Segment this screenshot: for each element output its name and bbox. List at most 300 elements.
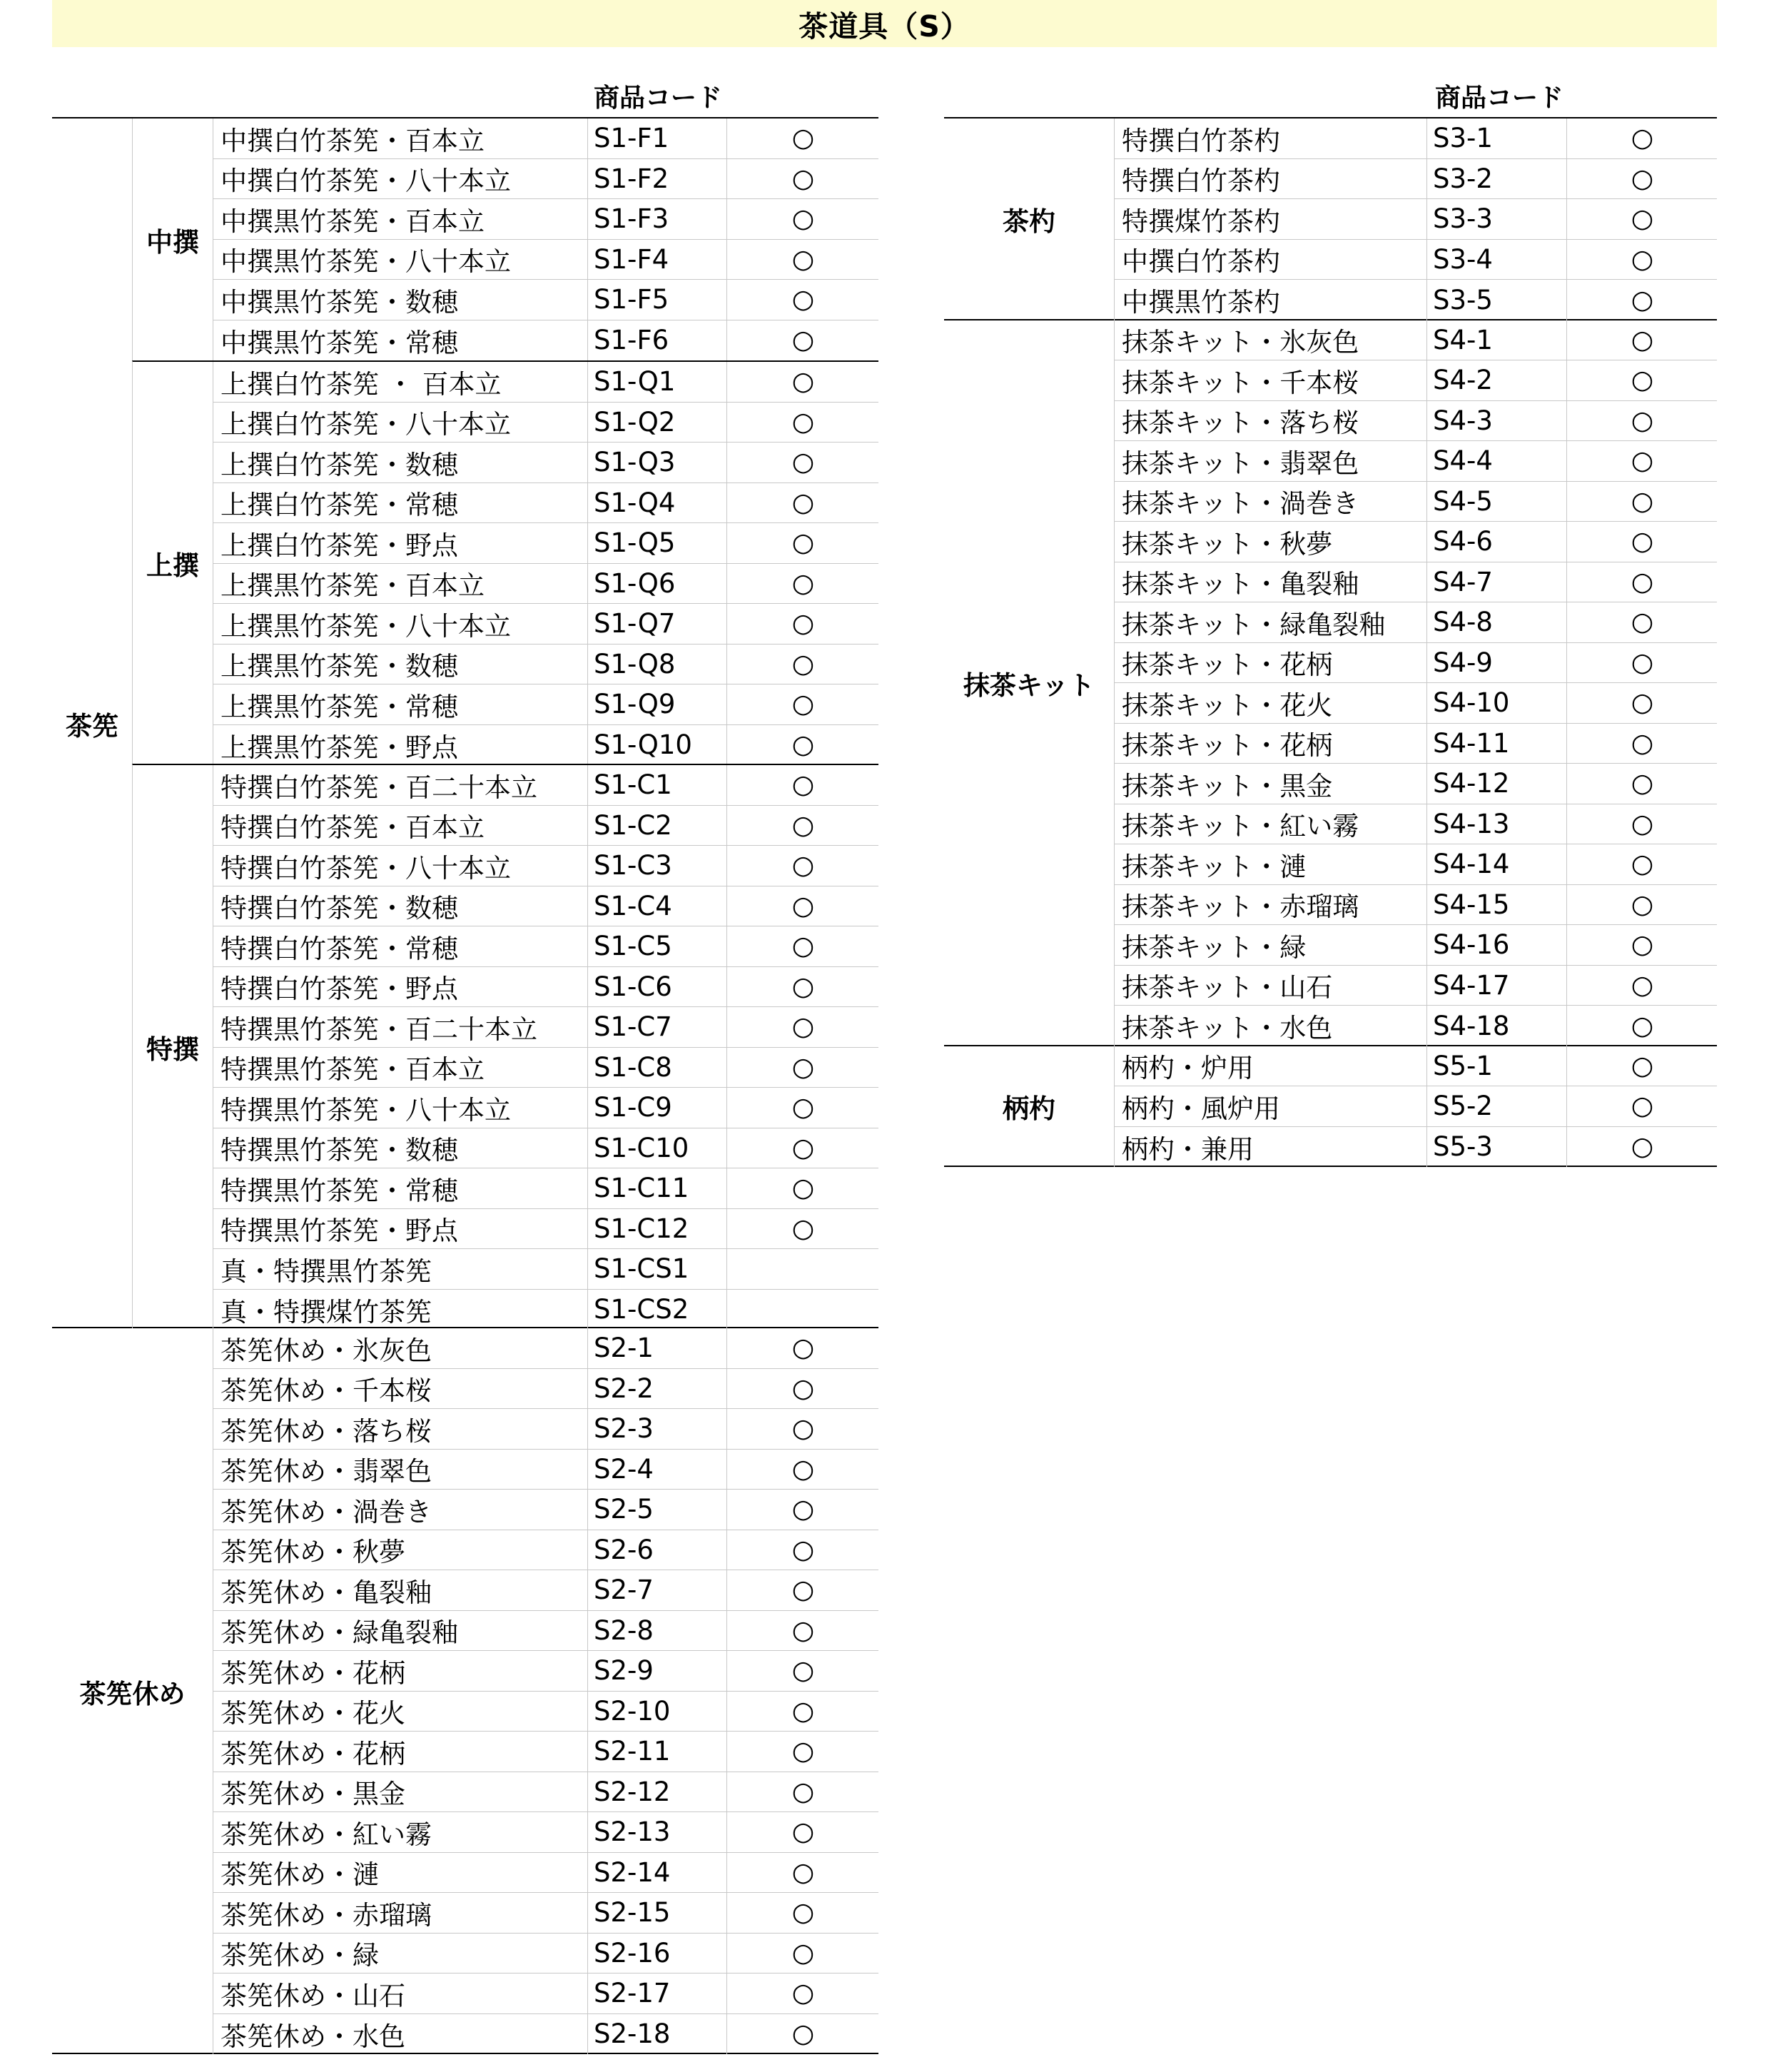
product-code: S1-Q9 [587, 684, 726, 724]
table-row [213, 645, 878, 685]
availability-mark: ○ [726, 1168, 879, 1208]
product-code: S4-10 [1426, 683, 1566, 723]
product-code: S2-1 [587, 1328, 726, 1368]
availability-mark: ○ [1566, 562, 1718, 602]
availability-mark: ○ [1566, 441, 1718, 481]
product-code: S4-8 [1426, 602, 1566, 642]
product-name: 茶筅休め・赤瑠璃 [221, 1899, 432, 1931]
availability-mark: ○ [1566, 643, 1718, 683]
table-row [213, 1812, 878, 1853]
product-code: S3-2 [1426, 159, 1566, 199]
product-code: S4-3 [1426, 401, 1566, 441]
product-code: S1-Q8 [587, 645, 726, 684]
product-name: 柄杓・兼用 [1122, 1133, 1254, 1165]
product-name: 茶筅休め・花柄 [221, 1657, 405, 1689]
product-name: 茶筅休め・秋夢 [221, 1537, 405, 1568]
table-row [213, 604, 878, 645]
product-name: 特撰白竹茶筅・百二十本立 [221, 772, 537, 803]
availability-mark: ○ [726, 1611, 879, 1651]
product-code: S1-F6 [587, 320, 726, 361]
availability-mark: ○ [726, 1048, 879, 1088]
product-code: S2-13 [587, 1812, 726, 1852]
availability-mark: ○ [1566, 804, 1718, 844]
product-name: 上撰黒竹茶筅・数穂 [221, 651, 458, 682]
table-row [213, 280, 878, 320]
table-row [213, 1974, 878, 2014]
table-row [213, 886, 878, 927]
availability-mark: ○ [726, 240, 879, 280]
product-name: 抹茶キット・花柄 [1122, 730, 1333, 762]
product-name: 特撰白竹茶杓 [1122, 125, 1280, 156]
product-name: 茶筅休め・漣 [221, 1859, 379, 1891]
table-row [1114, 1046, 1717, 1087]
table-row [213, 523, 878, 564]
product-code: S1-Q6 [587, 564, 726, 604]
product-code: S1-C12 [587, 1209, 726, 1249]
product-name: 抹茶キット・氷灰色 [1122, 327, 1359, 358]
product-code: S1-F3 [587, 199, 726, 239]
product-name: 上撰白竹茶筅・常穂 [221, 490, 458, 521]
product-code: S1-F5 [587, 280, 726, 320]
product-code: S1-CS2 [587, 1290, 726, 1330]
table-row [213, 1168, 878, 1209]
product-name: 茶筅休め・山石 [221, 1980, 405, 2011]
code-column-header [944, 80, 1717, 118]
product-name: 抹茶キット・緑 [1122, 931, 1307, 963]
product-code: S4-12 [1426, 764, 1566, 804]
product-name: 上撰白竹茶筅 ・ 百本立 [221, 368, 502, 400]
product-code: S4-16 [1426, 925, 1566, 965]
availability-mark: ○ [726, 1812, 879, 1852]
availability-mark: ○ [726, 159, 879, 199]
table-row [213, 159, 878, 200]
table-row [213, 443, 878, 483]
table-row [213, 1732, 878, 1772]
availability-mark: ○ [726, 1007, 879, 1047]
product-code: S1-Q1 [587, 362, 726, 402]
table-row [1114, 844, 1717, 885]
product-name: 抹茶キット・渦巻き [1122, 488, 1359, 520]
table-row [1114, 199, 1717, 240]
table-row [213, 765, 878, 806]
product-code: S1-Q3 [587, 443, 726, 482]
availability-mark: ○ [726, 1088, 879, 1128]
availability-mark: ○ [1566, 683, 1718, 723]
table-row [213, 1088, 878, 1128]
availability-mark: ○ [1566, 159, 1718, 199]
product-name: 特撰白竹茶筅・八十本立 [221, 852, 511, 884]
product-name: 特撰白竹茶筅・百本立 [221, 812, 485, 844]
product-name: 茶筅休め・紅い霧 [221, 1819, 432, 1850]
table-row [213, 967, 878, 1008]
product-name: 抹茶キット・翡翠色 [1122, 448, 1359, 479]
product-name: 中撰白竹茶筅・百本立 [221, 125, 485, 156]
availability-mark: ○ [726, 725, 879, 766]
page-title: 茶道具（S） [799, 9, 970, 44]
rows [213, 118, 878, 360]
title-bar [52, 0, 1717, 47]
product-name: 抹茶キット・水色 [1122, 1013, 1333, 1044]
product-code: S1-C8 [587, 1048, 726, 1088]
table-row [1114, 643, 1717, 684]
table-row [1114, 159, 1717, 200]
product-code: S1-C4 [587, 886, 726, 926]
left-table [52, 80, 878, 2054]
product-code: S2-11 [587, 1732, 726, 1772]
product-code: S4-9 [1426, 643, 1566, 683]
availability-mark: ○ [1566, 1127, 1718, 1168]
availability-mark: ○ [726, 483, 879, 523]
table-row [213, 483, 878, 524]
table-row [213, 1249, 878, 1290]
availability-mark: ○ [726, 1450, 879, 1490]
product-name: 茶筅休め・氷灰色 [221, 1335, 432, 1366]
category-label: 抹茶キット [963, 670, 1095, 701]
rows [213, 765, 878, 1330]
product-code: S5-1 [1426, 1046, 1566, 1086]
product-code: S1-C11 [587, 1168, 726, 1208]
category-label: 茶筅休め [79, 1678, 186, 1709]
product-name: 真・特撰黒竹茶筅 [221, 1255, 432, 1287]
product-code: S4-14 [1426, 844, 1566, 884]
availability-mark: ○ [726, 1853, 879, 1893]
product-name: 特撰煤竹茶杓 [1122, 206, 1280, 237]
table-row [213, 362, 878, 403]
product-code: S4-17 [1426, 966, 1566, 1006]
table-row [213, 1290, 878, 1330]
category-label: 茶筅 [66, 710, 118, 742]
product-code: S4-15 [1426, 885, 1566, 925]
product-code: S1-Q10 [587, 725, 726, 766]
product-name: 抹茶キット・緑亀裂釉 [1122, 609, 1386, 640]
table-row [213, 1692, 878, 1732]
table-row [1114, 401, 1717, 442]
table-row [213, 846, 878, 886]
product-name: 抹茶キット・山石 [1122, 972, 1333, 1004]
availability-mark: ○ [1566, 844, 1718, 884]
product-code: S2-7 [587, 1570, 726, 1610]
table-row [213, 2014, 878, 2055]
availability-mark: ○ [1566, 199, 1718, 239]
rows [213, 362, 878, 765]
product-code: S5-3 [1426, 1127, 1566, 1168]
table-row [1114, 683, 1717, 724]
product-name: 中撰黒竹茶筅・数穂 [221, 286, 458, 318]
subcategory-label: 特撰 [146, 1034, 199, 1065]
table-row [213, 564, 878, 605]
product-name: 特撰白竹茶杓 [1122, 166, 1280, 197]
availability-mark: ○ [726, 403, 879, 443]
product-name: 抹茶キット・漣 [1122, 851, 1307, 882]
availability-mark: ○ [1566, 925, 1718, 965]
product-name: 上撰黒竹茶筅・八十本立 [221, 610, 511, 642]
table-row [213, 118, 878, 159]
product-code: S4-11 [1426, 724, 1566, 764]
availability-mark: ○ [1566, 401, 1718, 441]
availability-mark: ○ [1566, 482, 1718, 522]
category-group [944, 320, 1717, 1046]
product-code: S2-15 [587, 1893, 726, 1933]
availability-mark: ○ [1566, 1046, 1718, 1086]
availability-mark: ○ [726, 765, 879, 805]
subcategory-label: 上撰 [146, 550, 199, 581]
availability-mark: ○ [1566, 240, 1718, 280]
subcategory-group [132, 118, 878, 360]
product-code: S1-F2 [587, 159, 726, 199]
table-row [1114, 925, 1717, 966]
product-code: S4-1 [1426, 320, 1566, 360]
table-row [213, 1893, 878, 1934]
product-code: S4-4 [1426, 441, 1566, 481]
category-group [52, 1328, 878, 2054]
table-row [213, 1328, 878, 1369]
product-code: S1-C5 [587, 926, 726, 966]
availability-mark: ○ [726, 1934, 879, 1974]
availability-mark: ○ [1566, 966, 1718, 1006]
table-row [213, 1611, 878, 1652]
table-row [213, 320, 878, 361]
product-name: 抹茶キット・花火 [1122, 689, 1333, 721]
category-label: 茶杓 [1003, 206, 1055, 238]
product-name: 抹茶キット・落ち桜 [1122, 408, 1359, 439]
availability-mark: ○ [1566, 118, 1718, 158]
table-row [1114, 1127, 1717, 1168]
table-row [213, 1209, 878, 1250]
product-name: 茶筅休め・渦巻き [221, 1496, 432, 1527]
availability-mark: ○ [1566, 764, 1718, 804]
product-code: S1-CS1 [587, 1249, 726, 1289]
table-row [213, 1409, 878, 1450]
availability-mark: ○ [726, 1974, 879, 2013]
product-name: 特撰黒竹茶筅・常穂 [221, 1175, 458, 1206]
availability-mark: ○ [726, 199, 879, 239]
product-code: S4-2 [1426, 360, 1566, 400]
table-row [1114, 482, 1717, 522]
product-name: 柄杓・炉用 [1122, 1053, 1254, 1084]
product-name: 特撰黒竹茶筅・八十本立 [221, 1094, 511, 1126]
availability-mark: ○ [726, 1651, 879, 1691]
product-code: S1-C6 [587, 967, 726, 1007]
availability-mark [726, 1249, 879, 1289]
availability-mark: ○ [726, 280, 879, 320]
product-name: 真・特撰煤竹茶筅 [221, 1296, 432, 1328]
code-header-label: 商品コード [594, 84, 723, 113]
product-code: S2-14 [587, 1853, 726, 1893]
category-group [52, 118, 878, 1328]
product-name: 茶筅休め・水色 [221, 2021, 405, 2052]
product-code: S3-3 [1426, 199, 1566, 239]
subcategory-group [132, 360, 878, 764]
table-row [213, 684, 878, 725]
product-name: 中撰黒竹茶杓 [1122, 287, 1280, 318]
product-name: 抹茶キット・紅い霧 [1122, 811, 1359, 842]
table-row [1114, 320, 1717, 361]
table-row [213, 199, 878, 240]
product-name: 特撰白竹茶筅・数穂 [221, 893, 458, 924]
table-row [213, 1570, 878, 1611]
product-code: S2-8 [587, 1611, 726, 1651]
availability-mark: ○ [1566, 1006, 1718, 1046]
availability-mark: ○ [726, 604, 879, 644]
availability-mark: ○ [726, 1570, 879, 1610]
product-code: S2-3 [587, 1409, 726, 1449]
subcategory-label: 中撰 [146, 226, 199, 258]
product-name: 茶筅休め・花柄 [221, 1738, 405, 1769]
product-name: 上撰白竹茶筅・数穂 [221, 449, 458, 480]
table-row [1114, 360, 1717, 401]
product-name: 特撰白竹茶筅・野点 [221, 974, 458, 1005]
product-code: S1-C2 [587, 806, 726, 846]
category-label: 柄杓 [1003, 1093, 1055, 1125]
table-row [213, 1934, 878, 1974]
product-name: 上撰白竹茶筅・野点 [221, 530, 458, 561]
product-code: S2-12 [587, 1772, 726, 1812]
product-code: S1-C9 [587, 1088, 726, 1128]
availability-mark [726, 1290, 879, 1330]
table-row [213, 725, 878, 766]
table-row [1114, 522, 1717, 562]
table-row [1114, 240, 1717, 281]
availability-mark: ○ [726, 1328, 879, 1368]
product-code: S1-F4 [587, 240, 726, 280]
category-group [944, 118, 1717, 320]
availability-mark: ○ [1566, 602, 1718, 642]
product-code: S1-Q5 [587, 523, 726, 563]
table-row [1114, 764, 1717, 804]
availability-mark: ○ [726, 523, 879, 563]
product-code: S1-C7 [587, 1007, 726, 1047]
availability-mark: ○ [726, 1369, 879, 1409]
availability-mark: ○ [726, 1490, 879, 1530]
product-name: 特撰黒竹茶筅・百二十本立 [221, 1014, 537, 1045]
product-name: 茶筅休め・翡翠色 [221, 1456, 432, 1487]
product-name: 特撰白竹茶筅・常穂 [221, 933, 458, 964]
product-name: 特撰黒竹茶筅・数穂 [221, 1135, 458, 1166]
table-row [213, 1490, 878, 1530]
product-code: S4-18 [1426, 1006, 1566, 1046]
availability-mark: ○ [726, 320, 879, 361]
product-code: S1-Q4 [587, 483, 726, 523]
availability-mark: ○ [1566, 280, 1718, 320]
rows [1114, 320, 1717, 1046]
product-name: 上撰黒竹茶筅・野点 [221, 732, 458, 763]
table-row [1114, 441, 1717, 482]
product-code: S3-4 [1426, 240, 1566, 280]
availability-mark: ○ [726, 564, 879, 604]
product-code: S2-10 [587, 1692, 726, 1732]
table-row [1114, 724, 1717, 764]
product-code: S2-16 [587, 1934, 726, 1974]
product-name: 特撰黒竹茶筅・百本立 [221, 1054, 485, 1086]
availability-mark: ○ [726, 926, 879, 966]
product-code: S1-F1 [587, 118, 726, 158]
product-code: S4-5 [1426, 482, 1566, 522]
table-row [213, 1007, 878, 1048]
availability-mark: ○ [726, 2014, 879, 2055]
availability-mark: ○ [726, 1530, 879, 1570]
product-code: S4-13 [1426, 804, 1566, 844]
product-name: 抹茶キット・秋夢 [1122, 528, 1333, 560]
product-code: S3-5 [1426, 280, 1566, 320]
rows [213, 1328, 878, 2054]
product-code: S2-9 [587, 1651, 726, 1691]
availability-mark: ○ [726, 1209, 879, 1249]
product-code: S1-Q7 [587, 604, 726, 644]
availability-mark: ○ [726, 684, 879, 724]
availability-mark: ○ [1566, 320, 1718, 360]
availability-mark: ○ [726, 443, 879, 482]
table-row [1114, 966, 1717, 1006]
product-code: S1-C10 [587, 1128, 726, 1168]
product-code: S3-1 [1426, 118, 1566, 158]
availability-mark: ○ [726, 1772, 879, 1812]
availability-mark: ○ [726, 1128, 879, 1168]
product-code: S4-6 [1426, 522, 1566, 562]
rows [1114, 118, 1717, 320]
product-name: 茶筅休め・緑亀裂釉 [221, 1617, 458, 1649]
table-row [213, 1369, 878, 1410]
product-name: 上撰黒竹茶筅・常穂 [221, 691, 458, 722]
product-name: 茶筅休め・千本桜 [221, 1375, 432, 1407]
product-name: 茶筅休め・黒金 [221, 1779, 405, 1810]
product-code: S1-Q2 [587, 403, 726, 443]
product-name: 茶筅休め・花火 [221, 1698, 405, 1729]
availability-mark: ○ [726, 362, 879, 402]
availability-mark: ○ [726, 806, 879, 846]
table-row [213, 1853, 878, 1894]
subcategory-group [132, 764, 878, 1328]
product-name: 特撰黒竹茶筅・野点 [221, 1216, 458, 1247]
product-name: 上撰黒竹茶筅・百本立 [221, 570, 485, 602]
product-code: S2-5 [587, 1490, 726, 1530]
table-row [213, 806, 878, 847]
availability-mark: ○ [726, 1893, 879, 1933]
code-header-label: 商品コード [1435, 84, 1564, 113]
product-code: S2-6 [587, 1530, 726, 1570]
product-name: 茶筅休め・亀裂釉 [221, 1577, 432, 1608]
table-row [1114, 562, 1717, 603]
table-row [1114, 1086, 1717, 1127]
availability-mark: ○ [1566, 522, 1718, 562]
product-code: S2-18 [587, 2014, 726, 2055]
table-row [213, 1772, 878, 1813]
availability-mark: ○ [1566, 885, 1718, 925]
availability-mark: ○ [726, 1732, 879, 1772]
code-column-header [52, 80, 878, 118]
availability-mark: ○ [726, 886, 879, 926]
product-name: 抹茶キット・赤瑠璃 [1122, 891, 1359, 923]
table-row [1114, 280, 1717, 320]
product-name: 中撰黒竹茶筅・百本立 [221, 206, 485, 237]
availability-mark: ○ [726, 1409, 879, 1449]
table-row [1114, 804, 1717, 845]
product-name: 抹茶キット・千本桜 [1122, 367, 1359, 398]
table-row [1114, 1006, 1717, 1046]
product-name: 茶筅休め・緑 [221, 1940, 379, 1971]
table-row [213, 240, 878, 281]
availability-mark: ○ [1566, 1086, 1718, 1126]
table-row [213, 1450, 878, 1490]
table-row [213, 1128, 878, 1169]
product-name: 抹茶キット・亀裂釉 [1122, 569, 1359, 600]
product-code: S2-4 [587, 1450, 726, 1490]
product-code: S2-2 [587, 1369, 726, 1409]
table-row [1114, 602, 1717, 643]
availability-mark: ○ [1566, 360, 1718, 400]
product-name: 中撰白竹茶筅・八十本立 [221, 166, 511, 197]
table-row [213, 403, 878, 443]
availability-mark: ○ [726, 645, 879, 684]
